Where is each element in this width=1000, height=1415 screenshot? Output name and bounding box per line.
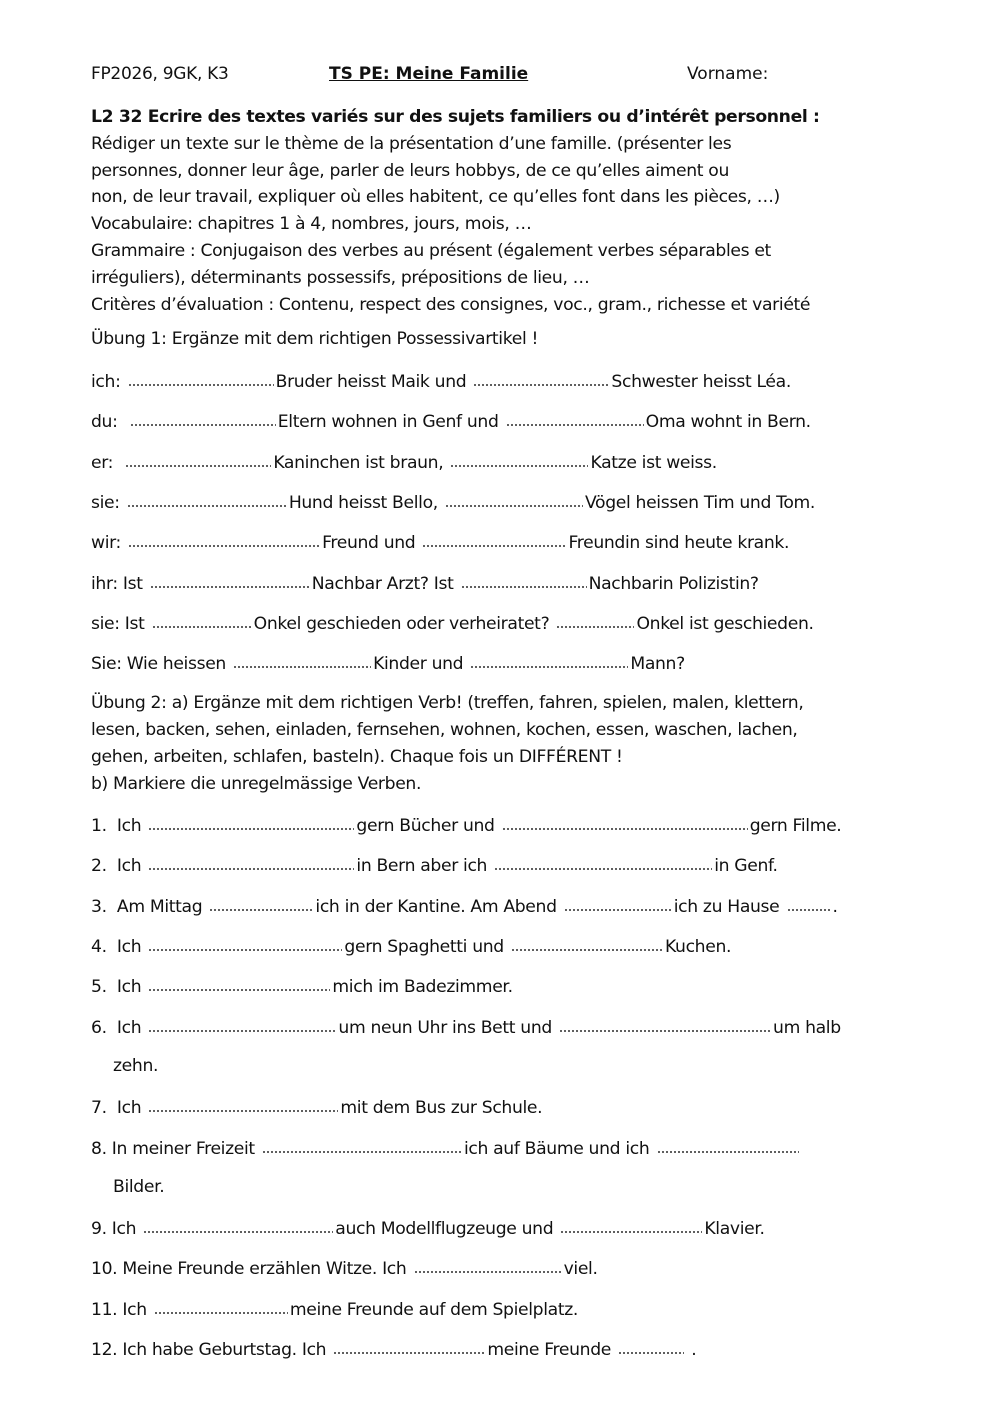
exercise2-line: 7. Ich mit dem Bus zur Schule. bbox=[91, 1098, 543, 1118]
grammar-line: irréguliers), déterminants possessifs, prépositions de lieu, … bbox=[91, 267, 590, 288]
exercise2-line: 12. Ich habe Geburtstag. Ich meine Freunde . bbox=[91, 1340, 697, 1360]
exercise1-line: sie: Hund heisst Bello, Vögel heissen Tim und Tom. bbox=[91, 493, 816, 513]
exercise1-line: sie: Ist Onkel geschieden oder verheiratet? Onkel ist geschieden. bbox=[91, 614, 814, 634]
blank-field[interactable] bbox=[152, 625, 252, 629]
blank-field[interactable] bbox=[148, 827, 354, 831]
blank-field[interactable] bbox=[450, 464, 588, 468]
blank-field[interactable] bbox=[556, 625, 634, 629]
grammar-line: Grammaire : Conjugaison des verbes au présent (également verbes séparables et bbox=[91, 240, 771, 261]
criteria-line: Critères d’évaluation : Contenu, respect des consignes, voc., gram., richesse et variété bbox=[91, 294, 811, 315]
exercise1-title: Übung 1: Ergänze mit dem richtigen Possessivartikel ! bbox=[91, 329, 539, 349]
intro-line: personnes, donner leur âge, parler de leurs hobbys, de ce qu’elles aiment ou bbox=[91, 160, 729, 181]
exercise1-line: er: Kaninchen ist braun, Katze ist weiss. bbox=[91, 453, 717, 473]
blank-field[interactable] bbox=[130, 423, 276, 427]
exercise2-line: 6. Ich um neun Uhr ins Bett und um halb bbox=[91, 1018, 841, 1038]
blank-field[interactable] bbox=[414, 1270, 562, 1274]
exercise2-line: 3. Am Mittag ich in der Kantine. Am Abend ich zu Hause . bbox=[91, 897, 838, 917]
intro-instructions bbox=[91, 104, 921, 318]
blank-field[interactable] bbox=[618, 1351, 684, 1355]
blank-field[interactable] bbox=[422, 544, 566, 548]
blank-field[interactable] bbox=[470, 665, 628, 669]
blank-field[interactable] bbox=[209, 908, 313, 912]
course-reference: FP2026, 9GK, K3 bbox=[91, 64, 229, 84]
blank-field[interactable] bbox=[143, 1230, 333, 1234]
blank-field[interactable] bbox=[127, 504, 287, 508]
exercise1-line: du: Eltern wohnen in Genf und Oma wohnt in Bern. bbox=[91, 412, 811, 432]
blank-field[interactable] bbox=[506, 423, 644, 427]
learning-objective: L2 32 Ecrire des textes variés sur des sujets familiers ou d’intérêt personnel : bbox=[91, 107, 820, 127]
line-continuation: zehn. bbox=[113, 1056, 159, 1076]
blank-field[interactable] bbox=[502, 827, 748, 831]
blank-field[interactable] bbox=[333, 1351, 485, 1355]
blank-field[interactable] bbox=[148, 1109, 338, 1113]
blank-field[interactable] bbox=[445, 504, 583, 508]
blank-field[interactable] bbox=[787, 908, 831, 912]
exercise2-line: 8. In meiner Freizeit ich auf Bäume und ich bbox=[91, 1135, 801, 1159]
exercise1-line: wir: Freund und Freundin sind heute krank. bbox=[91, 533, 790, 553]
blank-field[interactable] bbox=[559, 1029, 771, 1033]
blank-field[interactable] bbox=[128, 383, 274, 387]
exercise2-line: 5. Ich mich im Badezimmer. bbox=[91, 977, 513, 997]
exercise2-line: 2. Ich in Bern aber ich in Genf. bbox=[91, 856, 778, 876]
blank-field[interactable] bbox=[262, 1150, 462, 1154]
blank-field[interactable] bbox=[657, 1150, 799, 1154]
exercise1-line: ihr: Ist Nachbar Arzt? Ist Nachbarin Polizistin? bbox=[91, 574, 759, 594]
blank-field[interactable] bbox=[148, 1029, 336, 1033]
blank-field[interactable] bbox=[564, 908, 672, 912]
exercise1-line: Sie: Wie heissen Kinder und Mann? bbox=[91, 654, 685, 674]
blank-field[interactable] bbox=[511, 948, 663, 952]
blank-field[interactable] bbox=[233, 665, 371, 669]
exercise2-title: Übung 2: a) Ergänze mit dem richtigen Verb! (treffen, fahren, spielen, malen, klettern, lesen, backen, sehen, einladen, fernsehen, wohnen, kochen, essen, waschen, lachen, gehen, arbeiten, schlafen, basteln). Chaque fois un DIFFÉRENT ! b) Markiere die unregelmässige Verben. bbox=[91, 693, 804, 794]
exercise2-line: 4. Ich gern Spaghetti und Kuchen. bbox=[91, 937, 732, 957]
blank-field[interactable] bbox=[461, 585, 587, 589]
blank-field[interactable] bbox=[148, 867, 354, 871]
blank-field[interactable] bbox=[494, 867, 712, 871]
vocabulary-line: Vocabulaire: chapitres 1 à 4, nombres, jours, mois, … bbox=[91, 214, 532, 235]
exercise1-line: ich: Bruder heisst Maik und Schwester heisst Léa. bbox=[91, 372, 791, 392]
intro-line: non, de leur travail, expliquer où elles habitent, ce qu’elles font dans les pièces, …) bbox=[91, 187, 780, 208]
exercise2-line: 1. Ich gern Bücher und gern Filme. bbox=[91, 816, 842, 836]
line-continuation: Bilder. bbox=[113, 1177, 165, 1197]
worksheet-title: TS PE: Meine Familie bbox=[329, 64, 529, 84]
first-name-label: Vorname: bbox=[687, 64, 769, 84]
blank-field[interactable] bbox=[154, 1311, 288, 1315]
blank-field[interactable] bbox=[150, 585, 310, 589]
exercise2-line: 10. Meine Freunde erzählen Witze. Ich viel. bbox=[91, 1259, 598, 1279]
exercise2-line: 11. Ich meine Freunde auf dem Spielplatz. bbox=[91, 1300, 578, 1320]
blank-field[interactable] bbox=[148, 948, 342, 952]
exercise2-line: 9. Ich auch Modellflugzeuge und Klavier. bbox=[91, 1219, 765, 1239]
blank-field[interactable] bbox=[148, 988, 330, 992]
blank-field[interactable] bbox=[128, 544, 320, 548]
intro-line: Rédiger un texte sur le thème de la présentation d’une famille. (présenter les bbox=[91, 133, 732, 154]
blank-field[interactable] bbox=[125, 464, 271, 468]
blank-field[interactable] bbox=[473, 383, 609, 387]
blank-field[interactable] bbox=[560, 1230, 702, 1234]
